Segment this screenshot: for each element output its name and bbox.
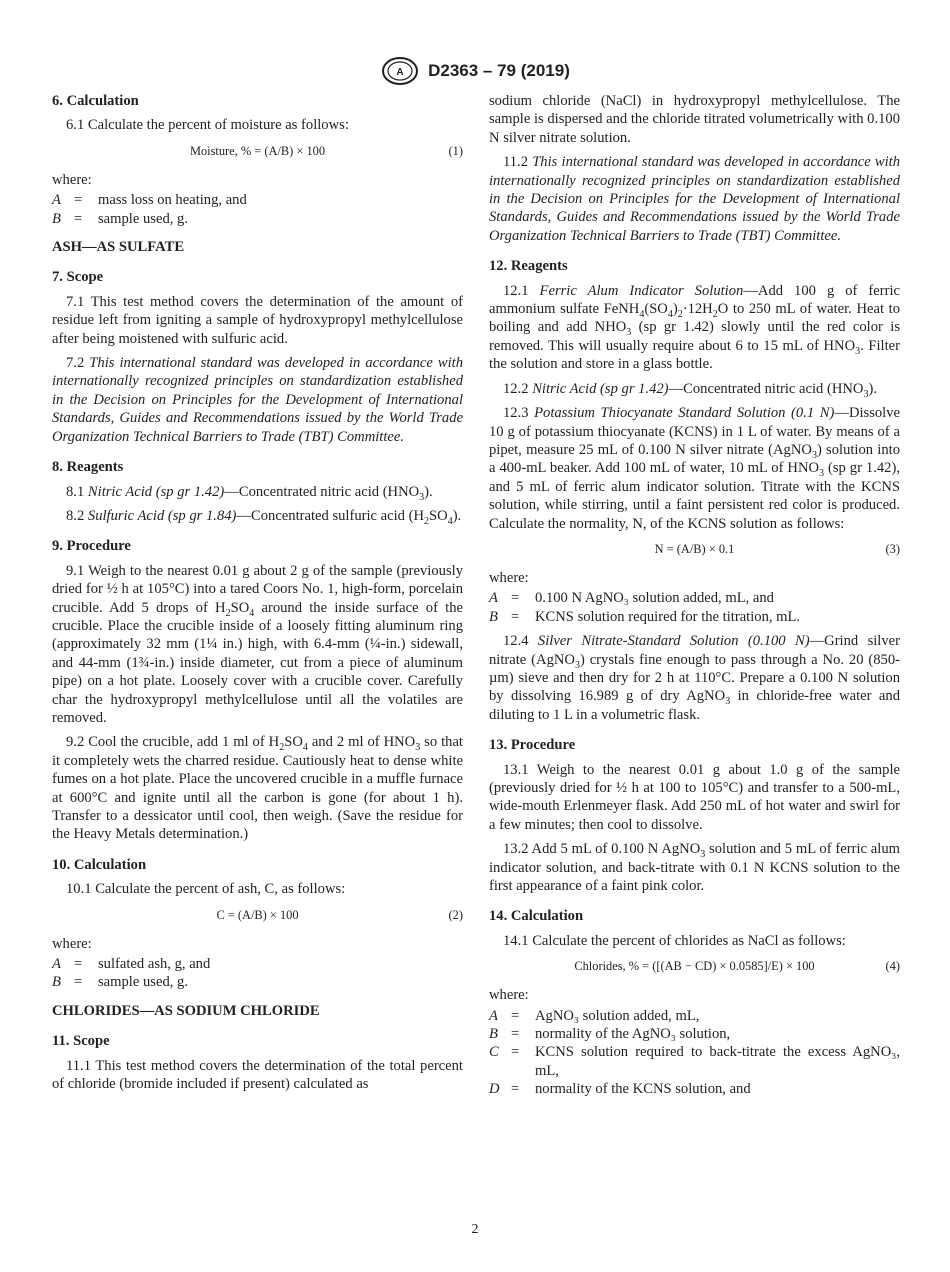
part-title: CHLORIDES—AS SODIUM CHLORIDE bbox=[52, 1002, 320, 1019]
definition-equals: = bbox=[511, 1007, 520, 1024]
paragraph: 12.2 Nitric Acid (sp gr 1.42)—Concentrated nitric acid $(HNO_3)$. bbox=[503, 380, 877, 400]
paragraph: 9.2 Cool the crucible, add 1 ml of $H_2SO_4$ and 2 ml of $HNO_3$ so that it completely wets the charred residue. Cautiously heat to dense white fumes on a hot plate. Place the uncovered crucible in a muffle furnace at 600°C and ignite until all the carbon is gone (for about 1 h). Transfer to a dessicator until cool, then weigh. (Save the residue for the Heavy Metals determination.) bbox=[52, 734, 463, 843]
section-heading: 14. Calculation bbox=[489, 908, 584, 925]
section-heading: 10. Calculation bbox=[52, 856, 147, 873]
equation-number: (4) bbox=[885, 959, 900, 974]
definition-equals: = bbox=[511, 608, 520, 625]
definition-text: KCNS solution required to back-titrate the excess AgNO₃, mL, bbox=[535, 1044, 900, 1079]
page-header bbox=[0, 56, 950, 86]
definition-item bbox=[489, 1080, 900, 1098]
definition-text: sulfated ash, g, and bbox=[98, 956, 211, 973]
definition-variable: A bbox=[489, 590, 498, 607]
definition-variable: D bbox=[489, 1081, 500, 1098]
section-heading: 13. Procedure bbox=[489, 737, 576, 754]
definition-text: normality of the AgNO₃ solution, bbox=[535, 1026, 731, 1043]
left-column bbox=[52, 92, 463, 1099]
definition-list bbox=[52, 191, 463, 228]
definition-item bbox=[489, 1043, 900, 1080]
definition-text: 0.100 N AgNO₃ solution added, mL, and bbox=[535, 590, 774, 607]
definition-item bbox=[489, 589, 900, 607]
svg-text:A: A bbox=[396, 67, 404, 78]
paragraph: 13.2 Add 5 mL of 0.100 N AgNO$_3$ solution and 5 mL of ferric alum indicator solution, and back-titrate with 0.1 N KCNS solution to the first appearance of a faint pink color. bbox=[489, 841, 900, 895]
definition-variable: B bbox=[52, 974, 61, 991]
paragraph: 7.2 This international standard was developed in accordance with internationally recognized principles on standardization established in the Decision on Principles for the Development of International Standards, Guides and Recommendations issued by the World Trade Organization Technical Barriers to Trade (TBT) Committee. bbox=[52, 355, 464, 445]
equation-2 bbox=[52, 905, 463, 925]
equation-number: (2) bbox=[448, 907, 463, 922]
definition-variable: B bbox=[489, 1026, 498, 1043]
section-heading: 12. Reagents bbox=[489, 258, 568, 275]
paragraph: 12.1 Ferric Alum Indicator Solution—Add 100 g of ferric ammonium sulfate $FeNH_4(SO_4)_2\cdot 12H_2O$ to 250 mL of water. Heat to boiling and add $NHO_3$ (sp gr 1.42) slowly until the red color is removed. This will usually require about 6 to 15 mL of $HNO_3$. Filter the solution and store in a glass bottle. bbox=[489, 282, 901, 373]
section-heading: 8. Reagents bbox=[52, 459, 124, 476]
section-heading: 11. Scope bbox=[52, 1033, 110, 1050]
section-heading: 7. Scope bbox=[52, 269, 104, 286]
paragraph: sodium chloride (NaCl) in hydroxypropyl methylcellulose. The sample is dispersed and the chloride titrated volumetrically with 0.100 N silver nitrate solution. bbox=[489, 93, 900, 146]
definition-text: sample used, g. bbox=[98, 974, 188, 991]
section-heading: 6. Calculation bbox=[52, 93, 139, 109]
page-number: 2 bbox=[471, 1222, 479, 1237]
paragraph: 12.3 Potassium Thiocyanate Standard Solution (0.1 N)—Dissolve 10 g of potassium thiocyanate (KCNS) in 1 L of water. By means of a pipet, measure 25 mL of 0.100 N silver nitrate (AgNO$_3$) solution into a 400-mL beaker. Add 100 mL of water, 10 mL of $HNO_3$ (sp gr 1.42), and 5 mL of ferric alum indicator solution. Titrate with the KCNS solution, while stirring, until a faint persistent red color is produced. Calculate the normality, N, of the KCNS solution as follows: bbox=[489, 405, 901, 532]
paragraph: 13.1 Weigh to the nearest 0.01 g about 1.0 g of the sample (previously dried for ½ h at 100 to 105°C) and transfer to a 500-mL, wide-mouth Erlenmeyer flask. Add 250 mL of hot water and swirl for a few minutes; then cool to dissolve. bbox=[489, 761, 900, 833]
paragraph: 11.2 This international standard was developed in accordance with internationally recognized principles on standardization established in the Decision on Principles for the Development of International Standards, Guides and Recommendations issued by the World Trade Organization Technical Barriers to Trade (TBT) Committee. bbox=[489, 154, 901, 244]
equation-4 bbox=[489, 956, 900, 976]
paragraph: 14.1 Calculate the percent of chlorides as NaCl as follows: bbox=[503, 932, 846, 949]
definition-item bbox=[52, 191, 463, 209]
equation-3 bbox=[489, 539, 900, 559]
definition-equals: = bbox=[74, 210, 83, 227]
paragraph: 8.1 Nitric Acid (sp gr 1.42)—Concentrated nitric acid $(HNO_3)$. bbox=[66, 483, 433, 503]
definition-list bbox=[489, 589, 900, 626]
where-label: where: bbox=[489, 987, 529, 1004]
definition-variable: A bbox=[52, 956, 61, 973]
definition-item bbox=[489, 1007, 900, 1025]
where-label: where: bbox=[489, 569, 529, 586]
definition-variable: B bbox=[52, 210, 61, 227]
definition-item bbox=[52, 973, 463, 991]
definition-item bbox=[52, 210, 463, 228]
definition-equals: = bbox=[511, 1081, 520, 1098]
equation-text: C = (A/B) × 100 bbox=[216, 907, 299, 922]
paragraph: 12.4 Silver Nitrate-Standard Solution (0.100 N)—Grind silver nitrate (AgNO$_3$) crystals fine enough to pass through a No. 20 (850-µm) sieve and then dry for 2 h at 110°C. Prepare a 0.100 N solution by dissolving 16.989 g of dry AgNO$_3$ in chloride-free water and diluting to 1 L in a volumetric flask. bbox=[489, 633, 901, 723]
definition-text: mass loss on heating, and bbox=[98, 192, 247, 209]
definition-text: AgNO₃ solution added, mL, bbox=[535, 1007, 700, 1024]
equation-number: (1) bbox=[448, 143, 463, 158]
definition-equals: = bbox=[511, 590, 520, 607]
definition-equals: = bbox=[74, 974, 83, 991]
definition-list bbox=[489, 1007, 900, 1099]
definition-equals: = bbox=[511, 1044, 520, 1061]
paragraph: 11.1 This test method covers the determination of the total percent of chloride (bromide included if present) calculated as bbox=[52, 1057, 463, 1093]
section-heading: 9. Procedure bbox=[52, 538, 131, 555]
definition-equals: = bbox=[74, 956, 83, 973]
astm-logo-icon bbox=[380, 56, 420, 86]
definition-item bbox=[489, 1025, 900, 1043]
equation-number: (3) bbox=[885, 541, 900, 556]
definition-item bbox=[52, 955, 463, 973]
equation-text: Chlorides, % = ([(AB − CD) × 0.0585]/E) × 100 bbox=[574, 959, 815, 974]
definition-text: sample used, g. bbox=[98, 210, 188, 227]
definition-variable: A bbox=[489, 1007, 498, 1024]
definition-equals: = bbox=[511, 1026, 520, 1043]
paragraph: 6.1 Calculate the percent of moisture as follows: bbox=[66, 117, 349, 134]
designation: D2363 – 79 (2019) bbox=[428, 61, 570, 80]
definition-text: normality of the KCNS solution, and bbox=[535, 1081, 751, 1098]
definition-equals: = bbox=[74, 192, 83, 209]
definition-item bbox=[489, 608, 900, 626]
paragraph: 10.1 Calculate the percent of ash, C, as follows: bbox=[66, 881, 346, 898]
paragraph: 7.1 This test method covers the determination of the amount of residue left from igniting a sample of hydroxypropyl methylcellulose after being moistened with sulfuric acid. bbox=[52, 293, 463, 347]
part-title: ASH—AS SULFATE bbox=[52, 239, 185, 256]
paragraph: 8.2 Sulfuric Acid (sp gr 1.84)—Concentrated sulfuric acid $(H_2SO_4)$. bbox=[66, 507, 462, 527]
definition-variable: A bbox=[52, 192, 61, 209]
paragraph: 9.1 Weigh to the nearest 0.01 g about 2 g of the sample (previously dried for ½ h at 105°C) into a tared Coors No. 1, high-form, porcelain crucible. Add 5 drops of $H_2SO_4$ around the inside surface of the crucible. Place the crucible inside of a loosely fitting aluminum ring (approximately 32 mm (1¼ in.) high, with 6.4-mm (¼-in.) sidewall, and 44-mm (1¾-in.) inside diameter, cut from a piece of aluminum pipe) on a hot plate. Loosely cover with a crucible cover. Carefully char the hydroxypropyl methylcellulose until all the volatiles are removed. bbox=[52, 562, 464, 726]
equation-text: Moisture, % = (A/B) × 100 bbox=[189, 143, 326, 158]
where-label: where: bbox=[52, 935, 92, 952]
definition-text: KCNS solution required for the titration, mL. bbox=[535, 608, 801, 625]
right-column bbox=[489, 92, 900, 1105]
definition-list bbox=[52, 955, 463, 992]
definition-variable: B bbox=[489, 608, 498, 625]
equation-text: N = (A/B) × 0.1 bbox=[654, 541, 735, 556]
definition-variable: C bbox=[489, 1044, 499, 1061]
equation-1 bbox=[52, 141, 463, 161]
where-label: where: bbox=[52, 171, 92, 188]
